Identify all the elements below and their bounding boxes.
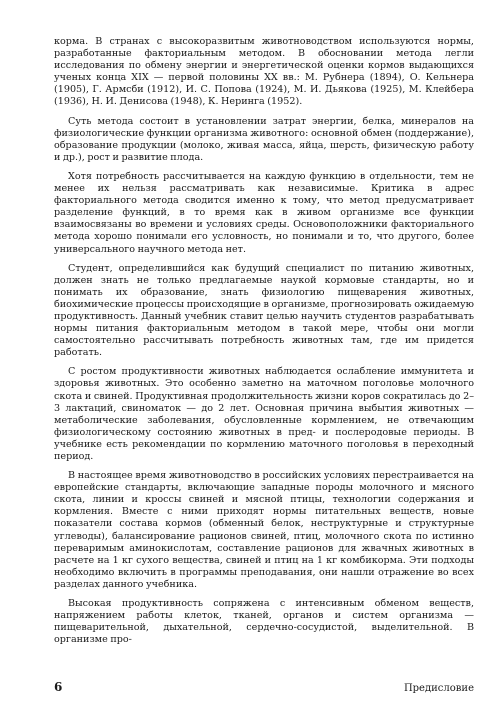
paragraph-1: корма. В странах с высокоразвитым животноводством используются нормы, разработанные факториальным методом. В обосновании метода легли исследования по обмену энергии и энергетической оценки кормов выдающихся ученых конца XIX — первой половины XX вв.: М. Рубнера (1894), О. Кельнера (1905), Г. Армсби (1912), И. С. Попова (1924), М. И. Дьякова (1925), М. Клейбера (1936), Н. И. Денисова (1948), К. Неринга (1952). — [54, 36, 474, 108]
page-number: 6 — [54, 680, 63, 694]
paragraph-5: С ростом продуктивности животных наблюдается ослабление иммунитета и здоровья животных. Это особенно заметно на маточном поголовье молочного скота и свиней. Продуктивная продолжительность жизни коров сократилась до 2–3 лактаций, свиноматок — до 2 лет. Основная причина выбытия животных — метаболические заболевания, обусловленные кормлением, не отвечающим физиологическому состоянию животных в пред- и послеродовые периоды. В учебнике есть рекомендации по кормлению маточного поголовья в переходный период. — [54, 366, 474, 462]
paragraph-4: Студент, определившийся как будущий специалист по питанию животных, должен знать не только предлагаемые наукой кормовые стандарты, но и понимать их образование, знать физиологию пищеварения животных, биохимические процессы происходящие в организме, прогнозировать ожидаемую продуктивность. Данный учебник ставит целью научить студентов разрабатывать нормы питания факториальным методом в такой мере, чтобы они могли самостоятельно рассчитывать потребность животных там, где им придется работать. — [54, 262, 474, 359]
paragraph-3: Хотя потребность рассчитывается на каждую функцию в отдельности, тем не менее их нельзя рассматривать как независимые. Критика в адрес факториального метода сводится именно к тому, что метод предусматривает разделение функций, в то время как в живом организме все функции взаимосвязаны во времени и условиях среды. Основоположники факториального метода хорошо понимали его условность, но понимали и то, что другого, более универсального научного метода нет. — [54, 170, 474, 255]
paragraph-7: Высокая продуктивность сопряжена с интенсивным обменом веществ, напряжением работы клеток, тканей, органов и систем организма — пищеварительной, дыхательной, сердечно-сосудистой, выделительной. В организме про- — [54, 598, 474, 646]
paragraph-6: В настоящее время животноводство в российских условиях перестраивается на европейские стандарты, включающие западные породы молочного и мясного скота, линии и кроссы свиней и мясной птицы, технологии содержания и кормления. Вместе с ними приходят нормы питательных веществ, новые показатели состава кормов (обменный белок, неструктурные и структурные углеводы), балансирование рационов свиней, птиц, молочного скота по истинно переваримым аминокислотам, составление рационов для жвачных животных в расчете на 1 кг сухого вещества, свиней и птиц на 1 кг комбикорма. Эти подходы необходимо включить в программы преподавания, они нашли отражение во всех разделах данного учебника. — [54, 470, 474, 590]
paragraph-2: Суть метода состоит в установлении затрат энергии, белка, минералов на физиологические функции организма животного: основной обмен (поддержание), образование продукции (молоко, живая масса, яйца, шерсть, физическую работу и др.), рост и развитие плода. — [54, 115, 474, 163]
page-footer — [54, 680, 474, 694]
running-title: Предисловие — [403, 683, 474, 694]
page-body — [54, 36, 474, 653]
